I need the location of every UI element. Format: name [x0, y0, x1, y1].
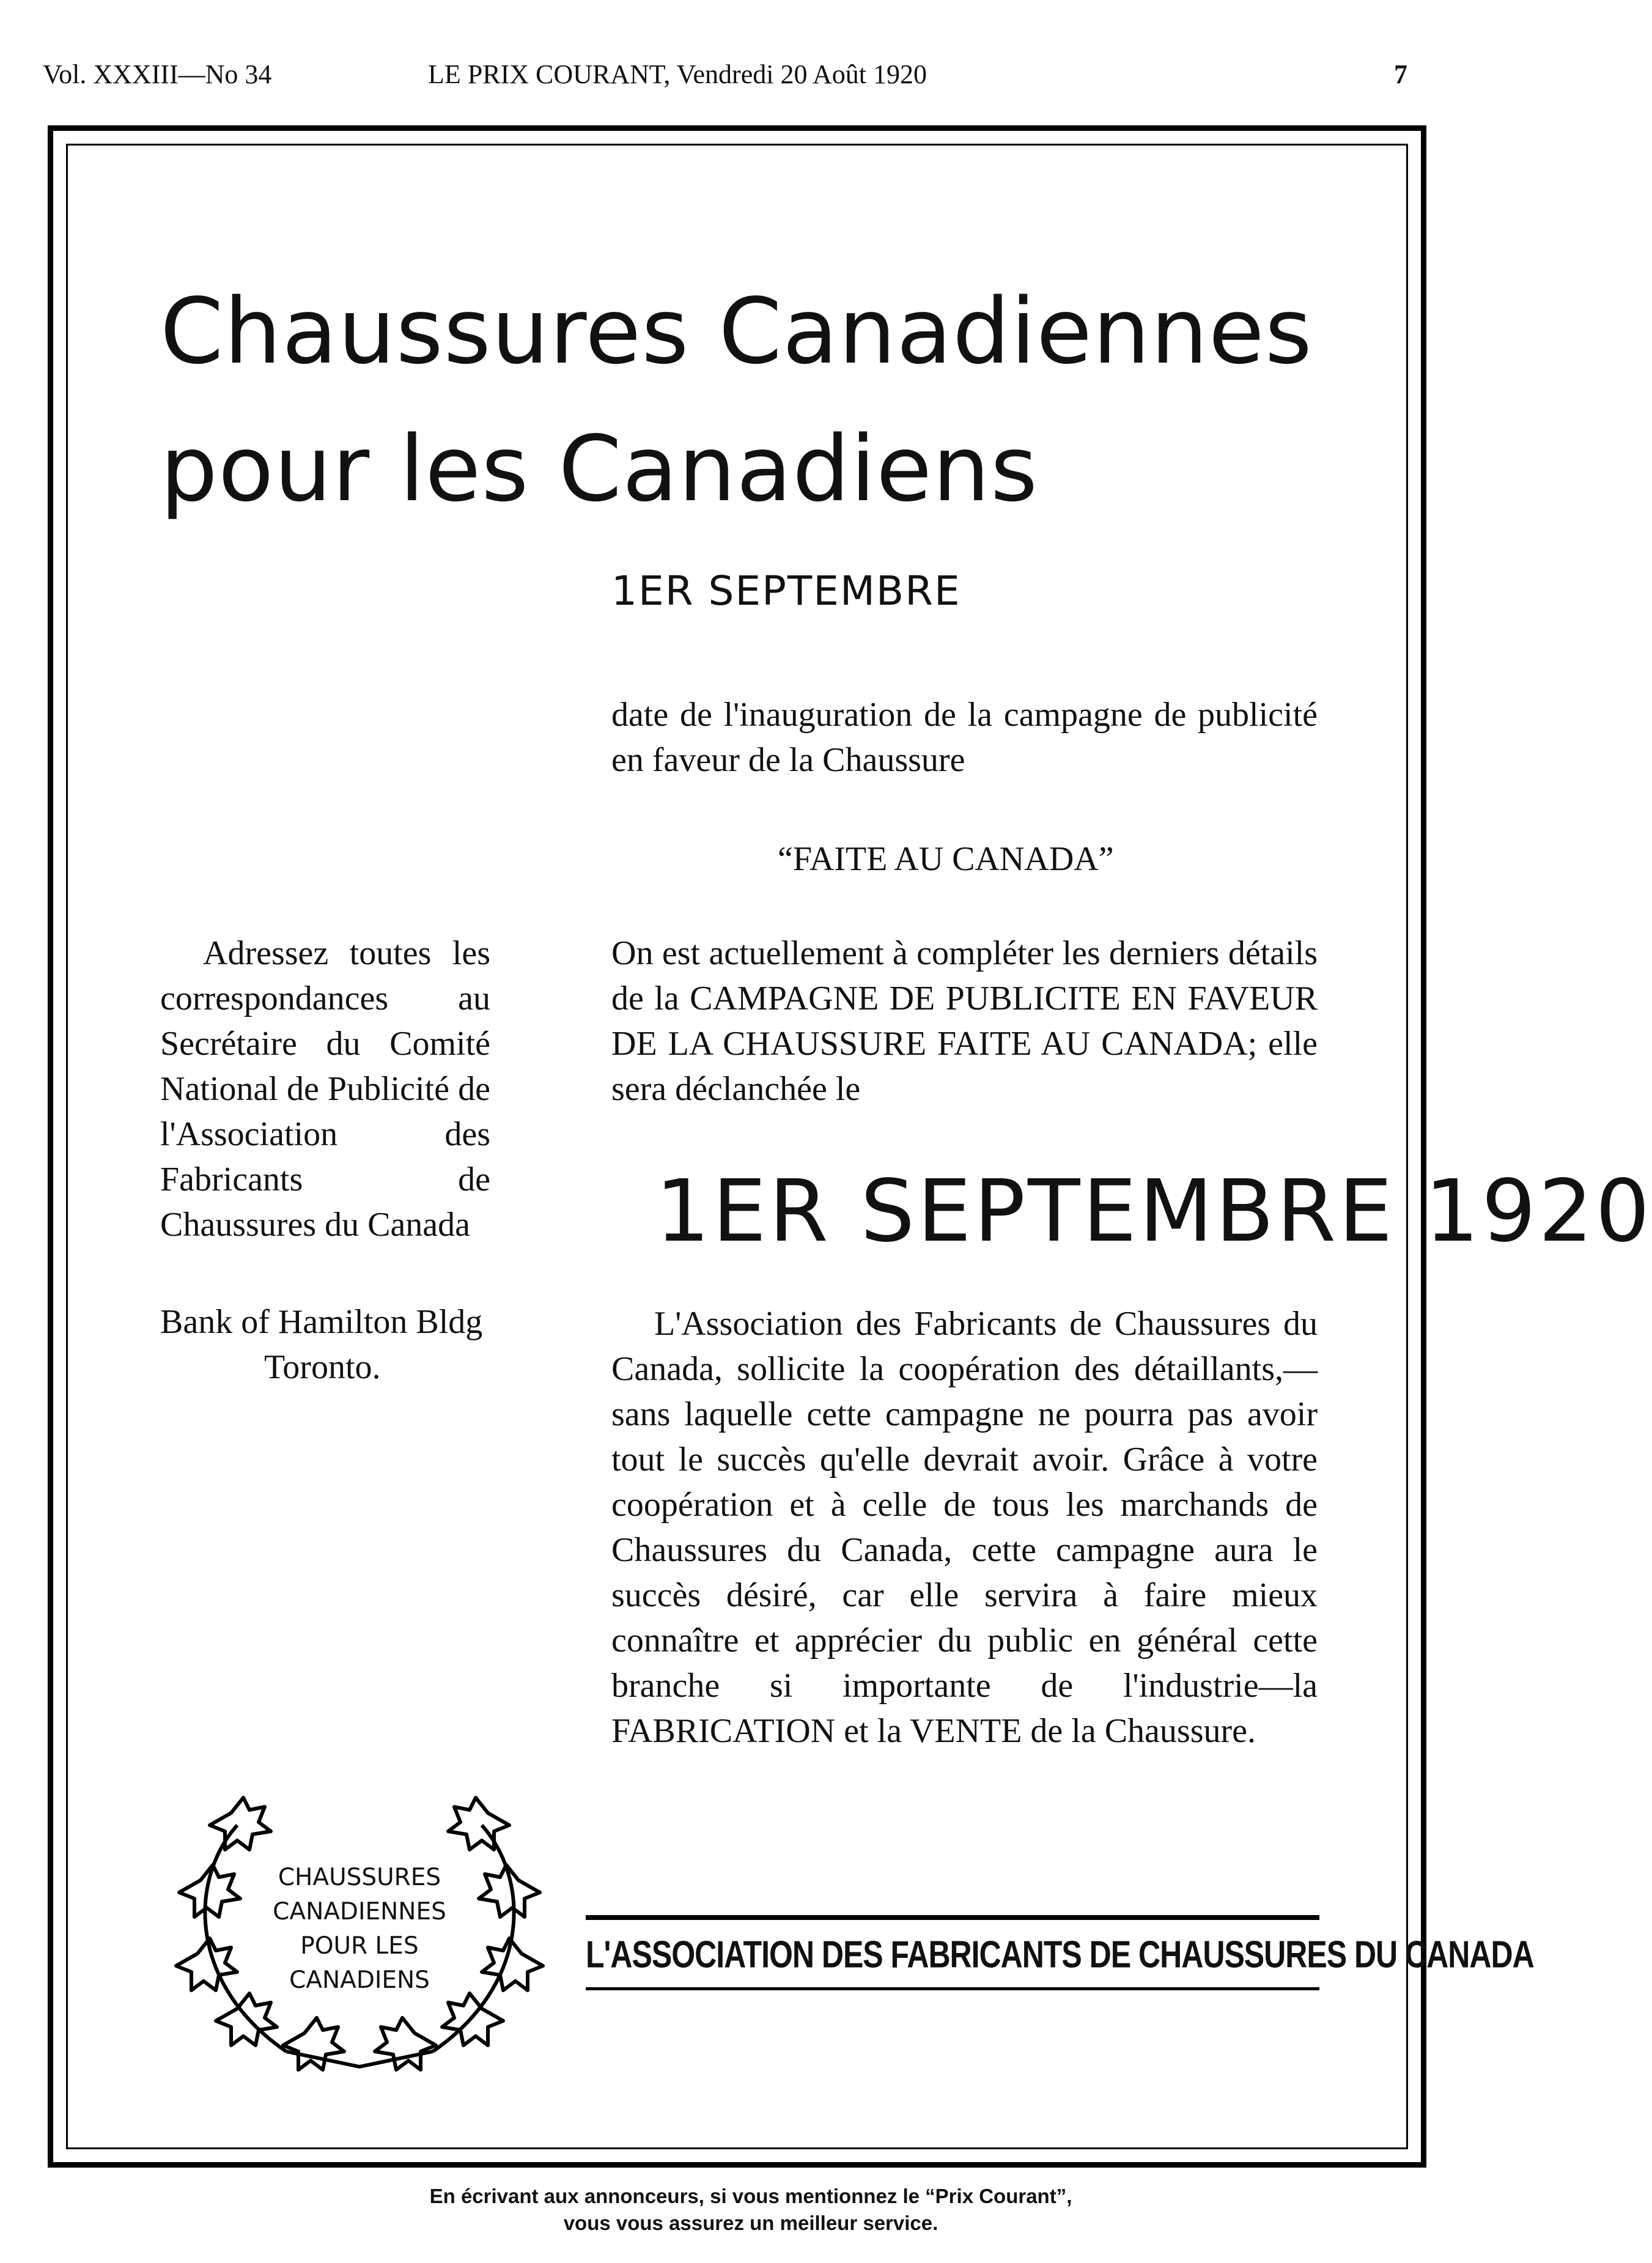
wreath-line-2: CANADIENNES [273, 1898, 446, 1925]
footer-line-2: vous vous assurez un meilleur service. [563, 2212, 938, 2234]
wreath-caption [164, 1861, 555, 1998]
building-name: Bank of Hamilton Bldg [160, 1303, 483, 1341]
association-paragraph: L'Association des Fabricants de Chaussures du Canada, sollicite la coopération des détaillants,— sans laquelle cette campagne ne pourra pas avoir tout le succès qu'elle devrait avoir. Grâce à votre coopération et à celle de tous les marchands de Chaussures du Canada, cette campagne aura le succès désiré, car elle servira à faire mieux connaître et apprécier du public en général cette branche si importante de l'industrie—la FABRICATION et la VENTE de la Chaussure. [611, 1305, 1318, 1750]
intro-paragraph: date de l'inauguration de la campagne de publicité en faveur de la Chaussure [611, 696, 1318, 779]
wreath-line-1: CHAUSSURES [278, 1864, 441, 1891]
maple-leaf-wreath-icon [164, 1789, 555, 2076]
footer-line-1: En écrivant aux annonceurs, si vous mentionnez le “Prix Courant”, [429, 2185, 1072, 2207]
signature-rule-bottom [586, 1987, 1319, 1990]
signature-rule-top [586, 1915, 1319, 1920]
wreath-line-4: CANADIENS [289, 1966, 430, 1994]
contact-building [160, 1299, 490, 1390]
city-name: Toronto. [264, 1348, 381, 1386]
launch-date-large: 1ER SEPTEMBRE 1920 [655, 1162, 1652, 1261]
headline-line-1: Chaussures Canadiennes [160, 279, 1313, 384]
page-footer [0, 2183, 1502, 2237]
headline-line-2: pour les Canadiens [160, 416, 1039, 522]
running-header [37, 59, 1418, 102]
ad-headline [160, 263, 1322, 538]
inauguration-date-small: 1ER SEPTEMBRE [611, 567, 961, 615]
contact-address [160, 931, 490, 1247]
address-text: Adressez toutes les correspondances au Secrétaire du Comité National de Publicité de l'Association des Fabricants de Chaussures du Canada [160, 934, 490, 1244]
association-signature: L'ASSOCIATION DES FABRICANTS DE CHAUSSURES DU CANADA [586, 1933, 1534, 1976]
made-in-canada-slogan: “FAITE AU CANADA” [778, 840, 1114, 878]
campaign-paragraph: On est actuellement à compléter les derniers détails de la CAMPAGNE DE PUBLICITE EN FAVEUR DE LA CHAUSSURE FAITE AU CANADA; elle sera déclanchée le [611, 934, 1318, 1108]
volume-number: Vol. XXXIII—No 34 [43, 59, 272, 89]
page-number: 7 [1394, 59, 1407, 89]
publication-title-date: LE PRIX COURANT, Vendredi 20 Août 1920 [428, 59, 927, 89]
wreath-line-3: POUR LES [300, 1932, 419, 1960]
